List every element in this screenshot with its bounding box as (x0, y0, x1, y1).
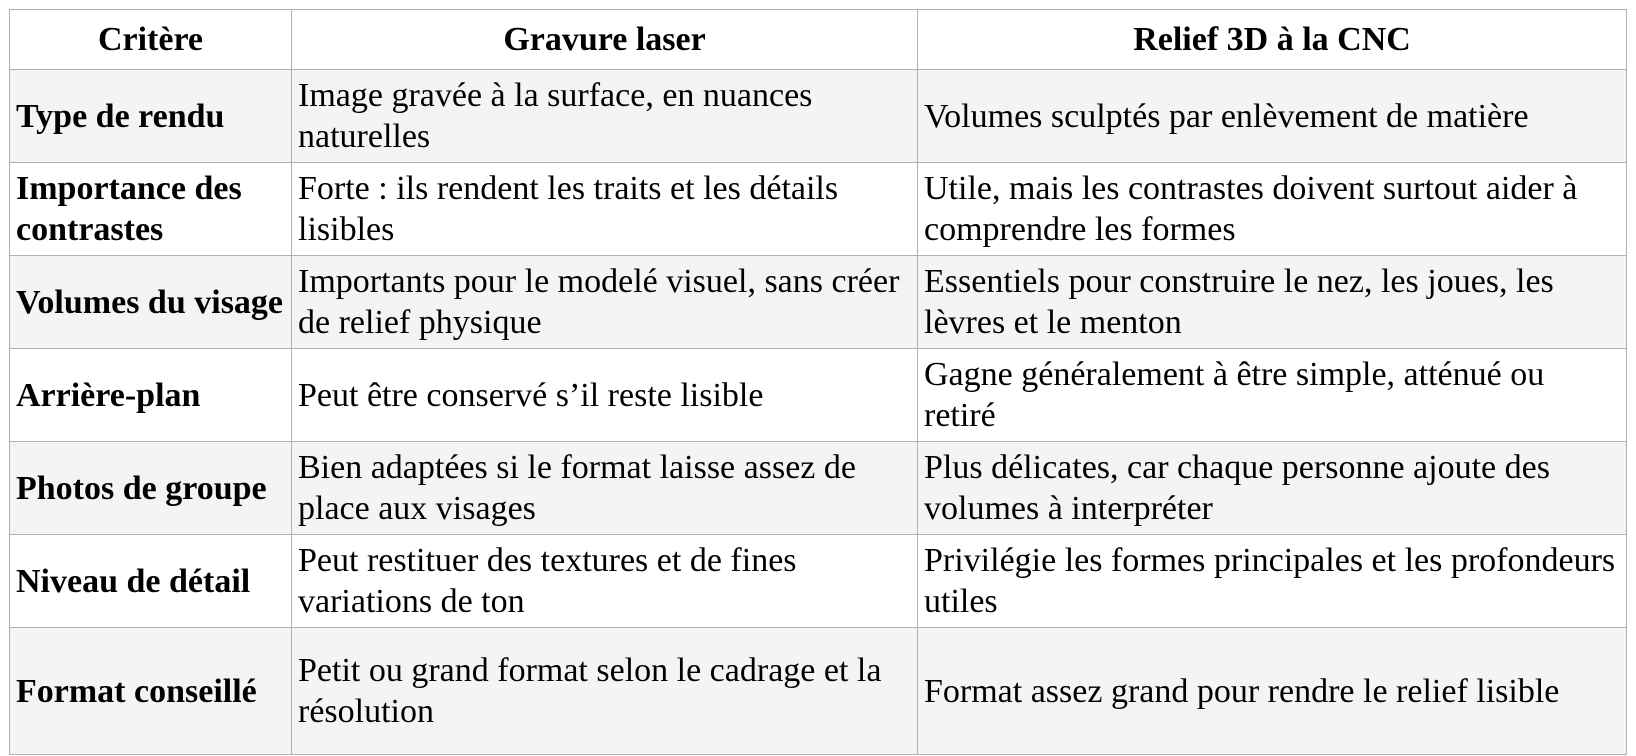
row-cnc-cell: Gagne généralement à être simple, atténué ou retiré (918, 349, 1627, 442)
table-header (10, 10, 1627, 70)
table-body (10, 70, 1627, 755)
table-row (10, 70, 1627, 163)
row-laser-cell: Forte : ils rendent les traits et les détails lisibles (292, 163, 918, 256)
row-laser-cell: Bien adaptées si le format laisse assez de place aux visages (292, 442, 918, 535)
comparison-table-container (9, 9, 1626, 755)
comparison-table (9, 9, 1627, 755)
header-row (10, 10, 1627, 70)
row-laser-cell: Petit ou grand format selon le cadrage et la résolution (292, 628, 918, 755)
row-criterion: Importance des contrastes (10, 163, 292, 256)
row-laser-cell: Image gravée à la surface, en nuances naturelles (292, 70, 918, 163)
table-row (10, 349, 1627, 442)
table-row (10, 442, 1627, 535)
row-cnc-cell: Utile, mais les contrastes doivent surtout aider à comprendre les formes (918, 163, 1627, 256)
table-row (10, 535, 1627, 628)
row-laser-cell: Peut restituer des textures et de fines variations de ton (292, 535, 918, 628)
header-laser: Gravure laser (292, 10, 918, 70)
row-criterion: Niveau de détail (10, 535, 292, 628)
row-laser-cell: Peut être conservé s’il reste lisible (292, 349, 918, 442)
row-cnc-cell: Format assez grand pour rendre le relief lisible (918, 628, 1627, 755)
table-row (10, 256, 1627, 349)
header-criterion: Critère (10, 10, 292, 70)
row-laser-cell: Importants pour le modelé visuel, sans créer de relief physique (292, 256, 918, 349)
table-row (10, 628, 1627, 755)
row-criterion: Format conseillé (10, 628, 292, 755)
table-row (10, 163, 1627, 256)
header-cnc: Relief 3D à la CNC (918, 10, 1627, 70)
row-cnc-cell: Essentiels pour construire le nez, les joues, les lèvres et le menton (918, 256, 1627, 349)
row-criterion: Type de rendu (10, 70, 292, 163)
row-cnc-cell: Plus délicates, car chaque personne ajoute des volumes à interpréter (918, 442, 1627, 535)
row-cnc-cell: Volumes sculptés par enlèvement de matière (918, 70, 1627, 163)
row-criterion: Arrière-plan (10, 349, 292, 442)
row-criterion: Photos de groupe (10, 442, 292, 535)
row-cnc-cell: Privilégie les formes principales et les profondeurs utiles (918, 535, 1627, 628)
row-criterion: Volumes du visage (10, 256, 292, 349)
